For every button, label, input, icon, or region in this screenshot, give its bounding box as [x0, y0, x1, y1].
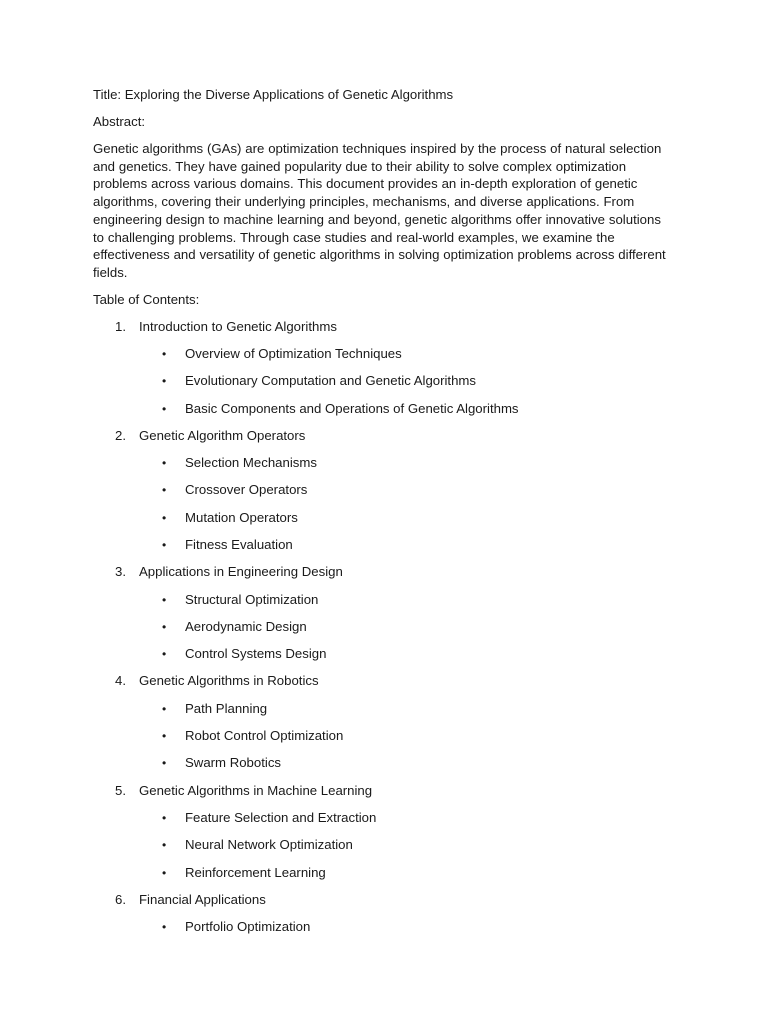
- toc-subitem: [93, 536, 673, 563]
- toc-subitem: [93, 372, 673, 399]
- toc-subitem: [93, 700, 673, 727]
- toc-section-number: 4.: [115, 673, 126, 689]
- bullet-icon: •: [162, 647, 167, 662]
- toc-section-title: Financial Applications: [139, 891, 266, 907]
- abstract-heading: Abstract:: [93, 114, 146, 129]
- bullet-icon: •: [162, 701, 167, 716]
- toc-subitem: [93, 509, 673, 536]
- bullet-icon: •: [162, 456, 167, 471]
- bullet-icon: •: [162, 810, 167, 825]
- toc-subitem-label: Selection Mechanisms: [185, 455, 317, 471]
- table-of-contents: [93, 318, 673, 946]
- toc-subitem-label: Neural Network Optimization: [185, 837, 353, 853]
- abstract-paragraph: Genetic algorithms (GAs) are optimization techniques inspired by the process of natural selection and genetics. They have gained popularity due to their ability to solve complex optimization problems across various domains. This document provides an in-depth exploration of genetic algorithms, covering their underlying principles, mechanisms, and diverse applications. From engineering design to machine learning and beyond, genetic algorithms offer innovative solutions to challenging problems. Through case studies and real-world examples, we examine the effectiveness and versatility of genetic algorithms in solving optimization problems across different fields.: [93, 141, 666, 280]
- bullet-icon: •: [162, 538, 167, 552]
- toc-subitem-label: Feature Selection and Extraction: [185, 809, 377, 825]
- toc-subitem: [93, 918, 673, 945]
- toc-subitem-label: Structural Optimization: [185, 591, 319, 607]
- toc-section-number: 1.: [115, 318, 126, 334]
- toc-section-title: Genetic Algorithms in Robotics: [139, 673, 319, 689]
- toc-subitem-label: Overview of Optimization Techniques: [185, 345, 402, 361]
- toc-subitem: [93, 454, 673, 481]
- toc-section-title: Introduction to Genetic Algorithms: [139, 318, 337, 334]
- toc-section-title: Applications in Engineering Design: [139, 564, 343, 580]
- toc-subitem-label: Mutation Operators: [185, 509, 298, 525]
- bullet-icon: •: [162, 619, 167, 634]
- toc-subitem: [93, 754, 673, 781]
- bullet-icon: •: [162, 865, 167, 880]
- toc-subitem-label: Robot Control Optimization: [185, 728, 344, 744]
- toc-subitem-label: Portfolio Optimization: [185, 919, 311, 935]
- toc-subitem-label: Reinforcement Learning: [185, 864, 326, 880]
- bullet-icon: •: [162, 920, 167, 935]
- toc-subitem-label: Aerodynamic Design: [185, 618, 307, 634]
- bullet-icon: •: [162, 374, 167, 389]
- toc-section: [93, 563, 673, 590]
- toc-subitem-label: Evolutionary Computation and Genetic Algorithms: [185, 373, 477, 389]
- table-of-contents-heading: Table of Contents:: [93, 291, 200, 307]
- toc-section: [93, 891, 673, 918]
- toc-section: [93, 427, 673, 454]
- toc-subitem-label: Fitness Evaluation: [185, 537, 293, 552]
- toc-subitem: [93, 809, 673, 836]
- bullet-icon: •: [162, 729, 167, 744]
- toc-subitem-label: Control Systems Design: [185, 646, 327, 662]
- toc-section-number: 2.: [115, 427, 126, 443]
- toc-subitem-label: Swarm Robotics: [185, 755, 282, 771]
- toc-section: [93, 672, 673, 699]
- bullet-icon: •: [162, 756, 167, 771]
- toc-section-number: 5.: [115, 782, 126, 798]
- toc-subitem-label: Crossover Operators: [185, 482, 308, 498]
- bullet-icon: •: [162, 838, 167, 853]
- document-page: [93, 86, 673, 945]
- toc-subitem: [93, 645, 673, 672]
- toc-subitem: [93, 345, 673, 372]
- toc-section: [93, 782, 673, 809]
- toc-section: [93, 318, 673, 345]
- toc-subitem: [93, 400, 673, 427]
- toc-subitem-label: Path Planning: [185, 700, 268, 716]
- bullet-icon: •: [162, 483, 167, 498]
- toc-section-title: Genetic Algorithm Operators: [139, 427, 306, 443]
- bullet-icon: •: [162, 592, 167, 607]
- toc-subitem: [93, 727, 673, 754]
- toc-subitem: [93, 618, 673, 645]
- toc-subitem: [93, 481, 673, 508]
- document-title: Title: Exploring the Diverse Applications of Genetic Algorithms: [93, 87, 454, 102]
- toc-section-title: Genetic Algorithms in Machine Learning: [139, 782, 373, 798]
- bullet-icon: •: [162, 346, 167, 361]
- toc-subitem: [93, 836, 673, 863]
- bullet-icon: •: [162, 401, 167, 416]
- bullet-icon: •: [162, 510, 167, 525]
- toc-section-number: 6.: [115, 891, 126, 907]
- toc-section-number: 3.: [115, 564, 126, 580]
- toc-subitem: [93, 864, 673, 891]
- toc-subitem: [93, 591, 673, 618]
- toc-subitem-label: Basic Components and Operations of Genetic Algorithms: [185, 400, 519, 416]
